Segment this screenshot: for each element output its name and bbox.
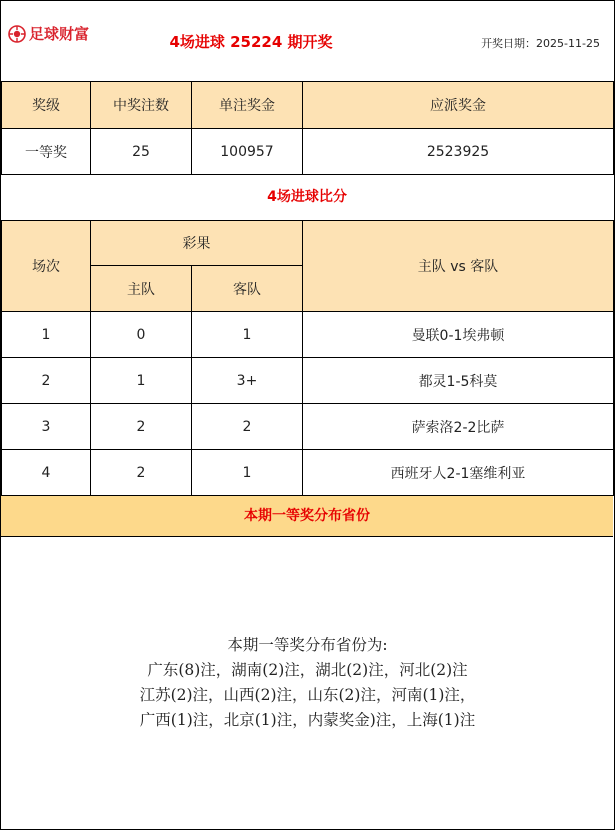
- away-goals: 1: [192, 450, 303, 496]
- prize-count: 25: [91, 129, 192, 175]
- draw-date: 开奖日期：2025-11-25: [481, 37, 600, 50]
- home-goals: 1: [91, 358, 192, 404]
- logo-text: 足球财富: [29, 25, 90, 43]
- col-single: 单注奖金: [192, 82, 303, 129]
- table-row: [2, 358, 614, 404]
- table-row: [2, 312, 614, 358]
- col-level: 奖级: [2, 82, 91, 129]
- match-teams: 萨索洛2-2比萨: [303, 404, 614, 450]
- header: [1, 1, 614, 81]
- score-header-row: [2, 221, 614, 266]
- match-no: 2: [2, 358, 91, 404]
- distribution-line: 本期一等奖分布省份为:: [227, 636, 388, 654]
- match-teams: 西班牙人2-1塞维利亚: [303, 450, 614, 496]
- distribution-line: 广东(8)注，湖南(2)注，湖北(2)注，河北(2)注: [147, 661, 468, 679]
- home-goals: 0: [91, 312, 192, 358]
- distribution-line: 江苏(2)注，山西(2)注，山东(2)注，河南(1)注，: [139, 686, 476, 704]
- match-teams: 都灵1-5科莫: [303, 358, 614, 404]
- table-row: [2, 450, 614, 496]
- col-match: 场次: [2, 221, 91, 312]
- col-total: 应派奖金: [303, 82, 614, 129]
- prize-single: 100957: [192, 129, 303, 175]
- col-home: 主队: [91, 266, 192, 312]
- prize-table: [1, 81, 614, 175]
- distribution-section-title: 本期一等奖分布省份: [1, 495, 613, 537]
- col-away: 客队: [192, 266, 303, 312]
- score-table: [1, 220, 614, 496]
- match-no: 1: [2, 312, 91, 358]
- match-no: 4: [2, 450, 91, 496]
- score-section-title: 4场进球比分: [267, 189, 347, 205]
- col-count: 中奖注数: [91, 82, 192, 129]
- col-result: 彩果: [91, 221, 303, 266]
- away-goals: 1: [192, 312, 303, 358]
- away-goals: 2: [192, 404, 303, 450]
- home-goals: 2: [91, 404, 192, 450]
- match-no: 3: [2, 404, 91, 450]
- prize-total: 2523925: [303, 129, 614, 175]
- table-row: [2, 404, 614, 450]
- col-teams: 主队 vs 客队: [303, 221, 614, 312]
- prize-level: 一等奖: [2, 129, 91, 175]
- distribution-text: [0, 633, 615, 733]
- prize-row: [2, 129, 614, 175]
- prize-header-row: [2, 82, 614, 129]
- home-goals: 2: [91, 450, 192, 496]
- match-teams: 曼联0-1埃弗顿: [303, 312, 614, 358]
- away-goals: 3+: [192, 358, 303, 404]
- page-title: 4场进球 25224 期开奖: [169, 33, 333, 51]
- distribution-line: 广西(1)注，北京(1)注，内蒙奖金)注，上海(1)注: [139, 711, 476, 729]
